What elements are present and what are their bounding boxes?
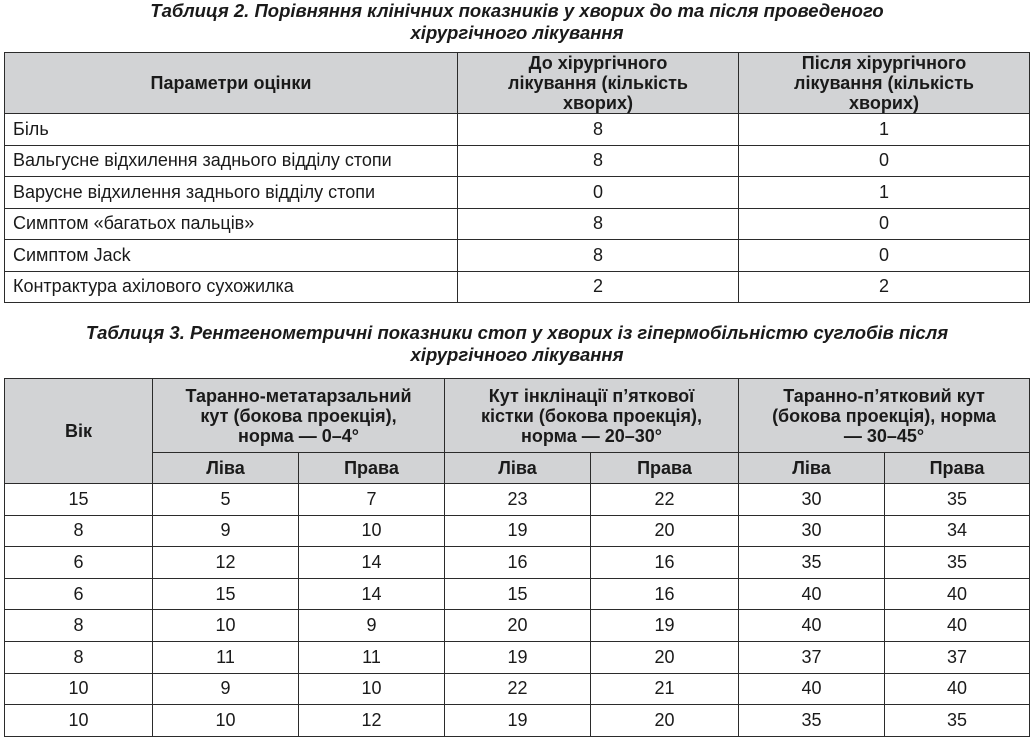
table-row [5, 208, 1030, 240]
header-age: Вік [5, 379, 153, 484]
param-cell: Симптом Jack [5, 240, 458, 272]
table3-body [5, 484, 1030, 737]
ci-right-cell: 20 [591, 641, 739, 673]
radiographic-indices-table [4, 378, 1030, 737]
table3-caption-line2: хірургічного лікування [410, 344, 624, 365]
before-cell: 8 [458, 145, 739, 177]
param-cell: Варусне відхилення заднього відділу стопи [5, 177, 458, 209]
tm-left-cell: 12 [153, 547, 299, 579]
table-row [5, 673, 1030, 705]
header-left-1: Ліва [153, 453, 299, 484]
ci-left-cell: 23 [445, 484, 591, 516]
before-cell: 8 [458, 114, 739, 146]
table3-side-header-row [5, 453, 1030, 484]
after-cell: 1 [739, 114, 1030, 146]
table-row [5, 145, 1030, 177]
tc-right-cell: 35 [885, 705, 1030, 737]
tc-right-cell: 40 [885, 673, 1030, 705]
table-row [5, 177, 1030, 209]
age-cell: 8 [5, 610, 153, 642]
tc-right-cell: 40 [885, 610, 1030, 642]
header-left-3: Ліва [739, 453, 885, 484]
header-talo-metatarsal-angle: Таранно-метатарзальний кут (бокова проекція), норма — 0–4° [153, 379, 445, 453]
ci-right-cell: 19 [591, 610, 739, 642]
before-cell: 8 [458, 208, 739, 240]
table-row [5, 271, 1030, 303]
tc-left-cell: 30 [739, 484, 885, 516]
tm-right-cell: 14 [299, 547, 445, 579]
table-row [5, 484, 1030, 516]
ci-left-cell: 16 [445, 547, 591, 579]
ci-left-cell: 22 [445, 673, 591, 705]
after-cell: 0 [739, 240, 1030, 272]
age-cell: 6 [5, 578, 153, 610]
ci-left-cell: 20 [445, 610, 591, 642]
tc-right-cell: 34 [885, 515, 1030, 547]
tc-right-cell: 35 [885, 547, 1030, 579]
age-cell: 10 [5, 673, 153, 705]
header-talocalcaneal-angle: Таранно-п’ятковий кут (бокова проекція), норма — 30–45° [739, 379, 1030, 453]
table-row [5, 240, 1030, 272]
tc-left-cell: 35 [739, 547, 885, 579]
table2-caption-line1: Таблиця 2. Порівняння клінічних показників у хворих до та після проведеного [150, 0, 884, 21]
before-cell: 2 [458, 271, 739, 303]
clinical-comparison-table [4, 52, 1030, 303]
tm-right-cell: 11 [299, 641, 445, 673]
table-row [5, 547, 1030, 579]
header-calcaneal-inclination-angle: Кут інклінації п’яткової кістки (бокова проекція), норма — 20–30° [445, 379, 739, 453]
ci-left-cell: 19 [445, 515, 591, 547]
ci-right-cell: 16 [591, 547, 739, 579]
tm-right-cell: 9 [299, 610, 445, 642]
header-right-1: Права [299, 453, 445, 484]
after-cell: 1 [739, 177, 1030, 209]
tc-left-cell: 37 [739, 641, 885, 673]
tm-left-cell: 9 [153, 673, 299, 705]
param-cell: Симптом «багатьох пальців» [5, 208, 458, 240]
tc-right-cell: 40 [885, 578, 1030, 610]
tm-right-cell: 10 [299, 673, 445, 705]
header-right-2: Права [591, 453, 739, 484]
age-cell: 8 [5, 515, 153, 547]
header-before-surgery: До хірургічного лікування (кількість хворих) [458, 53, 739, 114]
tc-left-cell: 40 [739, 578, 885, 610]
table-row [5, 610, 1030, 642]
param-cell: Вальгусне відхилення заднього відділу стопи [5, 145, 458, 177]
tm-right-cell: 7 [299, 484, 445, 516]
table-row [5, 114, 1030, 146]
header-parameters: Параметри оцінки [5, 53, 458, 114]
tc-right-cell: 35 [885, 484, 1030, 516]
table-row [5, 578, 1030, 610]
table2-caption [0, 0, 1034, 44]
after-cell: 2 [739, 271, 1030, 303]
header-right-3: Права [885, 453, 1030, 484]
ci-right-cell: 20 [591, 705, 739, 737]
table3-caption-line1: Таблиця 3. Рентгенометричні показники стоп у хворих із гіпермобільністю суглобів після [85, 322, 949, 343]
ci-right-cell: 21 [591, 673, 739, 705]
after-cell: 0 [739, 145, 1030, 177]
before-cell: 8 [458, 240, 739, 272]
tm-left-cell: 10 [153, 610, 299, 642]
age-cell: 8 [5, 641, 153, 673]
age-cell: 10 [5, 705, 153, 737]
ci-right-cell: 20 [591, 515, 739, 547]
param-cell: Біль [5, 114, 458, 146]
tc-left-cell: 30 [739, 515, 885, 547]
table-row [5, 705, 1030, 737]
header-after-surgery: Після хірургічного лікування (кількість хворих) [739, 53, 1030, 114]
tm-left-cell: 9 [153, 515, 299, 547]
table3-group-header-row [5, 379, 1030, 453]
tc-left-cell: 40 [739, 610, 885, 642]
ci-left-cell: 19 [445, 641, 591, 673]
after-cell: 0 [739, 208, 1030, 240]
tm-left-cell: 15 [153, 578, 299, 610]
tc-left-cell: 35 [739, 705, 885, 737]
before-cell: 0 [458, 177, 739, 209]
table2-header-row [5, 53, 1030, 114]
table2-caption-line2: хірургічного лікування [410, 22, 624, 43]
ci-right-cell: 22 [591, 484, 739, 516]
table2-body [5, 114, 1030, 303]
tm-right-cell: 12 [299, 705, 445, 737]
age-cell: 15 [5, 484, 153, 516]
tm-right-cell: 10 [299, 515, 445, 547]
tc-left-cell: 40 [739, 673, 885, 705]
tc-right-cell: 37 [885, 641, 1030, 673]
ci-left-cell: 19 [445, 705, 591, 737]
tm-left-cell: 10 [153, 705, 299, 737]
age-cell: 6 [5, 547, 153, 579]
table3-caption [0, 322, 1034, 366]
tm-left-cell: 5 [153, 484, 299, 516]
table-row [5, 515, 1030, 547]
param-cell: Контрактура ахілового сухожилка [5, 271, 458, 303]
ci-left-cell: 15 [445, 578, 591, 610]
tm-left-cell: 11 [153, 641, 299, 673]
tm-right-cell: 14 [299, 578, 445, 610]
table-row [5, 641, 1030, 673]
header-left-2: Ліва [445, 453, 591, 484]
ci-right-cell: 16 [591, 578, 739, 610]
